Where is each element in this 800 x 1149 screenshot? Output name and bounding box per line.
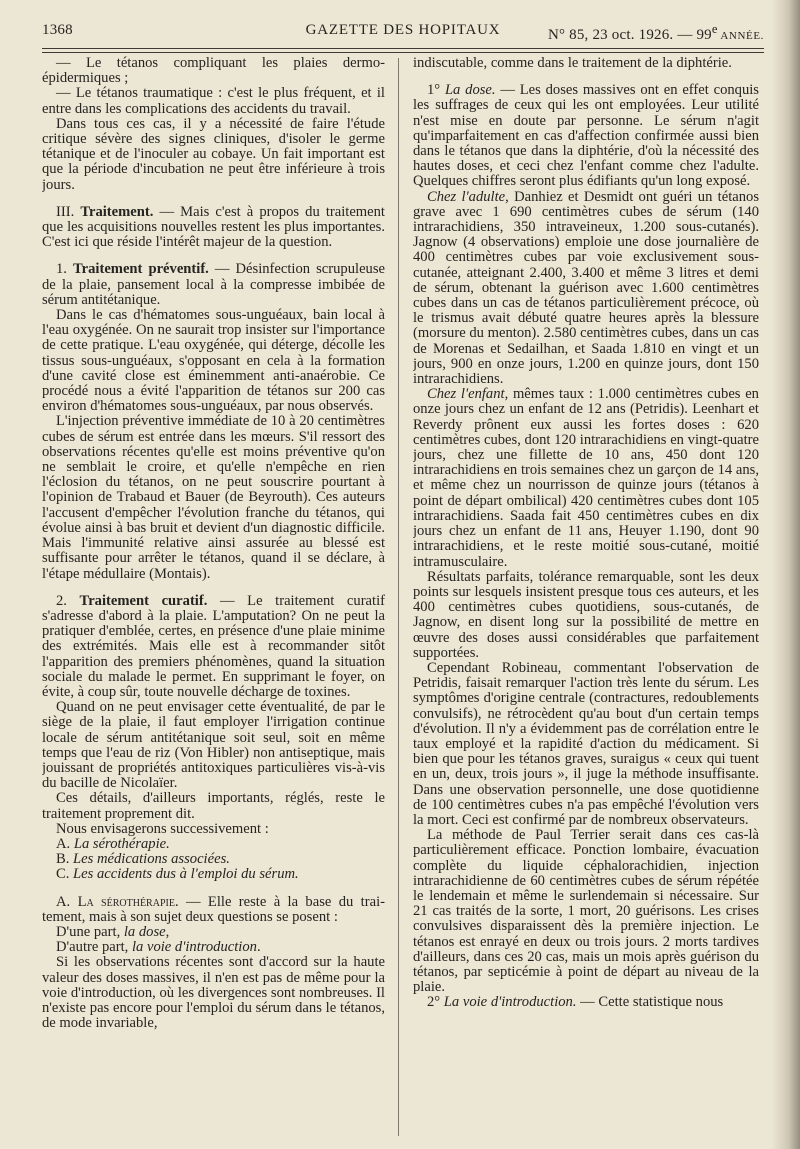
list-text: Les médications associées. bbox=[73, 851, 230, 868]
subsection-voie bbox=[413, 995, 759, 1010]
header-rule-top bbox=[42, 48, 764, 49]
section-letter: A. bbox=[56, 893, 78, 910]
text-span: , bbox=[165, 923, 170, 940]
left-column bbox=[42, 56, 385, 1136]
page-edge-shadow bbox=[772, 0, 800, 1149]
paragraph bbox=[42, 940, 385, 955]
subsection-number: 1° bbox=[427, 82, 445, 99]
list-text: La sérothérapie. bbox=[73, 835, 170, 852]
text-span: D'autre part, bbox=[56, 939, 132, 956]
section-text: — Mais c'est à propos du traitement que les acquisitions nouvelles restent les plus importantes. C'est ici que réside l'intérêt majeur de la question. bbox=[42, 203, 385, 251]
text-span: D'une part, bbox=[56, 923, 124, 940]
paragraph: L'injection préventive immédiate de 10 à 20 centimètres cubes de sérum est entrée dans les mœurs. S'il ressort des observations récentes qu'elle est moins préventive qu'on ne semblait le croire, et qu'elle n'empêche en rien l'éclosion du tétanos, on ne peut souscrire pourtant à l'opinion de Trabaud et Bauer (de Beyrouth). Ces auteurs l'accusent d'empêcher l'évolution franche du tétanos, qui évolue ainsi à bas bruit et devient d'un diagnostic difficile. Mais l'immunité relative ainsi assurée au blessé est suffisante pour arrêter le tétanos, quand il se déclare, à l'étape médullaire (Montais). bbox=[42, 413, 385, 582]
section-heading: Traitement. bbox=[80, 203, 154, 220]
paragraph bbox=[42, 925, 385, 940]
paragraph: Ces détails, d'ailleurs importants, réglés, reste le traitement proprement dit. bbox=[42, 790, 385, 822]
section-text: — Désinfection scrupuleuse de la plaie, pansement local à la compresse imbibée de sérum antitétanique. bbox=[42, 261, 385, 308]
paragraph: Résultats parfaits, tolérance remarquable, sont les deux points sur lesquels insistent presque tous ces auteurs, et les 400 centimètres cubes quotidiens, sous-cutanés, de Jagnow, en disent long sur la possibilité de mettre en œuvre des doses aussi considérables que parfaitement supportées. bbox=[413, 568, 759, 661]
right-column bbox=[413, 56, 759, 1136]
section-heading: La sérothérapie. bbox=[77, 893, 179, 910]
subsection-text: — Les doses massives ont en effet conquis les suffrages de ceux qui les ont employées. Leur utilité n'est mise en doute par personne. Le sérum n'agit qu'imparfaitement en cas d'affection confirmée aussi bien dans le tétanos que dans la diphtérie, d'où la nécessité des hautes doses, et ceci chez l'enfant comme chez l'adulte. Quelques chiffres seront plus édifiants qu'un long exposé. bbox=[413, 82, 759, 190]
paragraph: La méthode de Paul Terrier serait dans ces cas-là particulièrement efficace. Ponction lombaire, évacuation complète du liquide céphalorachidien, injection intrarachidienne de 60 centimètres cubes de sérum répétée le lendemain et même le surlendemain si nécessaire. Sur 21 cas traités de la sorte, 1 mort, 20 guérisons. Les crises convulsives disparaissent dès la première injection. Le tétanos est enrayé en deux ou trois jours. 2 morts tardives d'ailleurs, dans ces 20 cas, mais un mois après guérison du tétanos, par septicémie à point de départ au niveau de la plaie. bbox=[413, 827, 759, 996]
column-divider bbox=[398, 58, 399, 1136]
page-header bbox=[42, 22, 764, 46]
issue-superscript: e bbox=[711, 22, 718, 36]
list-item bbox=[42, 852, 385, 867]
section-serotherapie bbox=[42, 895, 385, 925]
italic-span: la dose bbox=[123, 923, 166, 940]
issue-date: N° 85, 23 oct. 1926. — 99 bbox=[547, 27, 712, 43]
paragraph: Dans le cas d'hématomes sous-unguéaux, bain local à l'eau oxygénée. On ne saurait trop insister sur l'importance de cette pratique. L'eau oxygénée, qui déterge, décolle les tissus sous-unguéaux, s'opposant en cela à la formation d'une cavité close est éminemment anti-anaérobie. Ce procédé nous a évité l'apparition de tétanos sur 200 cas environ d'hématomes sous-unguéaux, par nous observés. bbox=[42, 307, 385, 415]
paragraph bbox=[413, 387, 759, 569]
issue-info bbox=[548, 22, 764, 44]
section-text: — Elle reste à la base du traitement, mais à son sujet deux questions se posent : bbox=[42, 893, 385, 925]
italic-span: Chez l'enfant bbox=[427, 386, 505, 403]
paragraph: Dans tous ces cas, il y a nécessité de faire l'étude critique sévère des signes cliniques, d'isoler le germe tétanique et de l'inoculer au cobaye. Un fait important est que la période d'incubation ne peut être inférieure à trois jours. bbox=[42, 115, 385, 193]
section-heading: Traitement curatif. bbox=[79, 592, 208, 609]
text-span: . bbox=[256, 939, 261, 956]
list-text: Les accidents dus à l'emploi du sérum. bbox=[73, 866, 299, 883]
paragraph: Si les observations récentes sont d'accord sur la haute valeur des doses massives, il n'en est pas de même pour la voie d'introduction, où les divergences sont nombreuses. Il n'existe pas encore pour l'emploi du sérum dans le tétanos, de mode invariable, bbox=[42, 954, 385, 1032]
subsection-text: — Cette statistique nous bbox=[576, 994, 724, 1011]
subsection-dose bbox=[413, 83, 759, 189]
paragraph: — Le tétanos compliquant les plaies dermo-épidermiques ; bbox=[42, 56, 385, 87]
section-curatif bbox=[42, 594, 385, 700]
paragraph: Nous envisagerons successivement : bbox=[56, 820, 269, 837]
subsection-number: 2° bbox=[427, 994, 444, 1011]
header-rule-bottom bbox=[42, 52, 764, 53]
section-number: III. bbox=[56, 203, 81, 220]
text-span: , mêmes taux : 1.000 centimètres cubes en onze jours chez un enfant de 12 ans (Petridis). Leenhart et Reverdy prônent eux aussi les fortes doses : 620 centimètres cubes, dont 120 intrarachidiens en vingt-quatre jours, chez une fillette de 10 ans, 450 dont 120 intrarachidiens en trois semaines chez un garçon de 14 ans, et même chez un nourrisson de quinze jours (tétanos à point de départ ombilical) 420 centimètres cubes dont 105 intrarachidiens. Saada fait 450 centimètres cubes en dix jours chez un enfant de 11 ans, Heuyer 1.190, dont 90 intrarachidiens, et le reste moitié sous-cutané, moitié intramusculaire. bbox=[413, 386, 759, 570]
issue-year-label: ANNÉE. bbox=[717, 30, 764, 42]
section-text: — Le traitement curatif s'adresse d'abord à la plaie. L'amputation? On ne peut la pratiquer d'emblée, certes, en présence d'une plaie minime des extrémités. Mais elle est à recommander sitôt l'apparition des premiers phénomènes, quand la situation sociale du malade le permet. En supprimant le foyer, on évite, à coup sûr, toute nouvelle décharge de toxines. bbox=[42, 592, 385, 700]
italic-span: la voie d'introduction bbox=[131, 939, 257, 956]
list-item bbox=[42, 867, 385, 882]
list-letter: A. bbox=[56, 835, 74, 852]
paragraph: indiscutable, comme dans le traitement de la diphtérie. bbox=[413, 56, 732, 71]
list-letter: C. bbox=[56, 866, 74, 883]
list-letter: B. bbox=[56, 851, 74, 868]
page-number: 1368 bbox=[42, 22, 73, 38]
journal-title: GAZETTE DES HOPITAUX bbox=[305, 22, 501, 38]
section-preventif bbox=[42, 262, 385, 308]
subsection-heading: La voie d'introduction. bbox=[443, 994, 577, 1011]
section-heading: Traitement préventif. bbox=[72, 261, 209, 278]
italic-span: Chez l'adulte bbox=[427, 188, 506, 205]
paragraph: Cependant Robineau, commentant l'observation de Petridis, faisait remarquer l'action très lente du sérum. Les symptômes d'origine centrale (contractures, redoublements convulsifs), ne rétrocèdent qu'au bout d'un certain temps d'évolution. Il n'y a évidemment pas de corrélation entre le taux employé et la rapidité d'action du médicament. Si bien que pour les tétanos graves, suraigus « ceux qui tuent en un, deux, trois jours », il juge la méthode insuffisante. Dans une observation personnelle, une dose quotidienne de 100 centimètres cubes n'a pas empêché l'évolution vers la mort. Ceci est confirmé par de nombreux observateurs. bbox=[413, 659, 759, 828]
list-item bbox=[42, 837, 385, 852]
section-traitement bbox=[42, 205, 385, 251]
text-span: , Danhiez et Desmidt ont guéri un tétanos grave avec 1 690 centimètres cubes de sérum (140 intrarachidiens, 350 intraveineux, 1.200 sous-cutanés). Jagnow (4 observations) emploie une dose journalière de 400 centimètres cubes par voie exclusivement sous-cutanée, atteignant 2.400, 3.400 et même 3 litres et demi de sérum, obtenant la guérison avec 1.600 centimètres cubes dans un cas de tétanos particulièrement précoce, où le trismus avait débuté quatre heures après la blessure (morsure du menton). 2.580 centimètres cubes, dans un cas de Morenas et Sedailhan, et Saada 1.810 en vingt et un jours, 900 en onze jours, 1.200 en quinze jours, dont 150 intrarachidiens. bbox=[413, 188, 759, 388]
paragraph bbox=[413, 190, 759, 388]
section-number: 1. bbox=[56, 261, 73, 278]
section-number: 2. bbox=[56, 592, 80, 609]
paragraph: Quand on ne peut envisager cette éventualité, de par le siège de la plaie, il faut employer l'irrigation continue locale de sérum antitétanique soit seul, soit en même temps que l'eau de riz (Von Hibler) non antiseptique, mais jouissant de propriétés antitoxiques particulières vis-à-vis du bacille de Nicolaïer. bbox=[42, 699, 385, 792]
paragraph: — Le tétanos traumatique : c'est le plus fréquent, et il entre dans les complications des accidents du travail. bbox=[42, 85, 385, 117]
subsection-heading: La dose. bbox=[444, 82, 496, 99]
